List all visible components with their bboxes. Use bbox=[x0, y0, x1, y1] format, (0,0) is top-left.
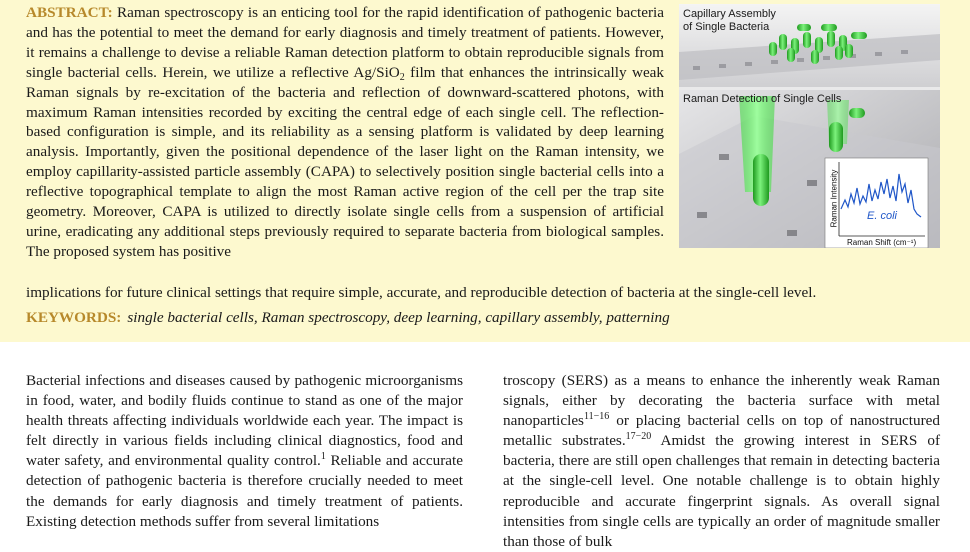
citation-11-16[interactable]: 11−16 bbox=[583, 411, 610, 423]
inset-species-label: E. coli bbox=[867, 210, 897, 222]
keywords-text: single bacterial cells, Raman spectroscopy, deep learning, capillary assembly, patterning bbox=[127, 309, 670, 326]
abstract-label: ABSTRACT: bbox=[26, 4, 113, 21]
keywords bbox=[26, 308, 670, 328]
keywords-label: KEYWORDS: bbox=[26, 309, 122, 326]
toc-panel2-title: Raman Detection of Single Cells bbox=[683, 93, 842, 105]
body-column-right: troscopy (SERS) as a means to enhance the inherently weak Raman signals, either by decorating the bacteria surface with metal nanoparticles$^{11-16}$ or placing bacterial cells on top of nanostructured metallic substrates.$^{17-20}$ Amidst the growing interest in SERS of bacteria, there are still open challenges that remain in detecting bacteria at the single-cell level. One notable challenge is to obtain highly reproducible and accurate fingerprint signals. As overall signal intensities from single cells are typically an order of magnitude smaller than those of bulk bbox=[503, 372, 940, 550]
toc-graphic bbox=[679, 4, 940, 248]
body-column-left bbox=[26, 371, 463, 532]
abstract-text: ABSTRACT: Raman spectroscopy is an enticing tool for the rapid identification of pathogenic bacteria and has the potential to meet the demand for early diagnosis and timely treatment of patients. However, it remains a challenge to devise a reliable Raman detection platform to obtain reproducible signals from single bacterial cells. Herein, we utilize a reflective Ag/SiO$_2$ film that enhances the intrinsically weak Raman signals by re-excitation of the bacteria and reflection of downward-scattered photons, with maximum Raman intensities recorded by exciting the central edge of each single cell. The reflection-based configuration is simple, and its reliability as a sensing platform is validated by deep learning analysis. Importantly, given the positional dependence of the laser light on the Raman intensity, we employ capillarity-assisted particle assembly (CAPA) to selectively position single bacterial cells into a reflective topographical template to align the most Raman active region of the cell per the trap site geometry. Moreover, CAPA is utilized to directly isolate single cells from a suspension of artificial urine, eradicating any additional steps previously required to separate bacteria from biological samples. The proposed system has positive bbox=[26, 4, 665, 260]
intro-paragraph-part1: Bacterial infections and diseases caused by pathogenic microorganisms in food, water, and bodily fluids continue to stand as one of the major health threats affecting individuals worldwide each year. The impact is felt directly in various fields including clinical diagnostics, food and water safety, and environmental quality control. bbox=[26, 372, 463, 470]
inset-y-axis-label: Raman Intensity bbox=[829, 169, 839, 228]
toc-panel1-title: Capillary Assembly of Single Bacteria bbox=[683, 8, 776, 33]
citation-17-20[interactable]: 17−20 bbox=[625, 431, 652, 443]
abstract-last-line: implications for future clinical settings that require simple, accurate, and reproducible detection of bacteria at the single-cell level. bbox=[26, 284, 817, 301]
intro-paragraph-part2: Reliable and accurate detection of pathogenic bacteria is therefore crucially needed to meet the demands for early diagnosis and timely treatment of patients. Existing detection methods suffer from several limitations bbox=[26, 452, 464, 530]
citation-1[interactable]: 1 bbox=[320, 451, 326, 463]
inset-x-axis-label: Raman Shift (cm⁻¹) bbox=[847, 238, 917, 247]
toc-illustration bbox=[679, 4, 940, 248]
